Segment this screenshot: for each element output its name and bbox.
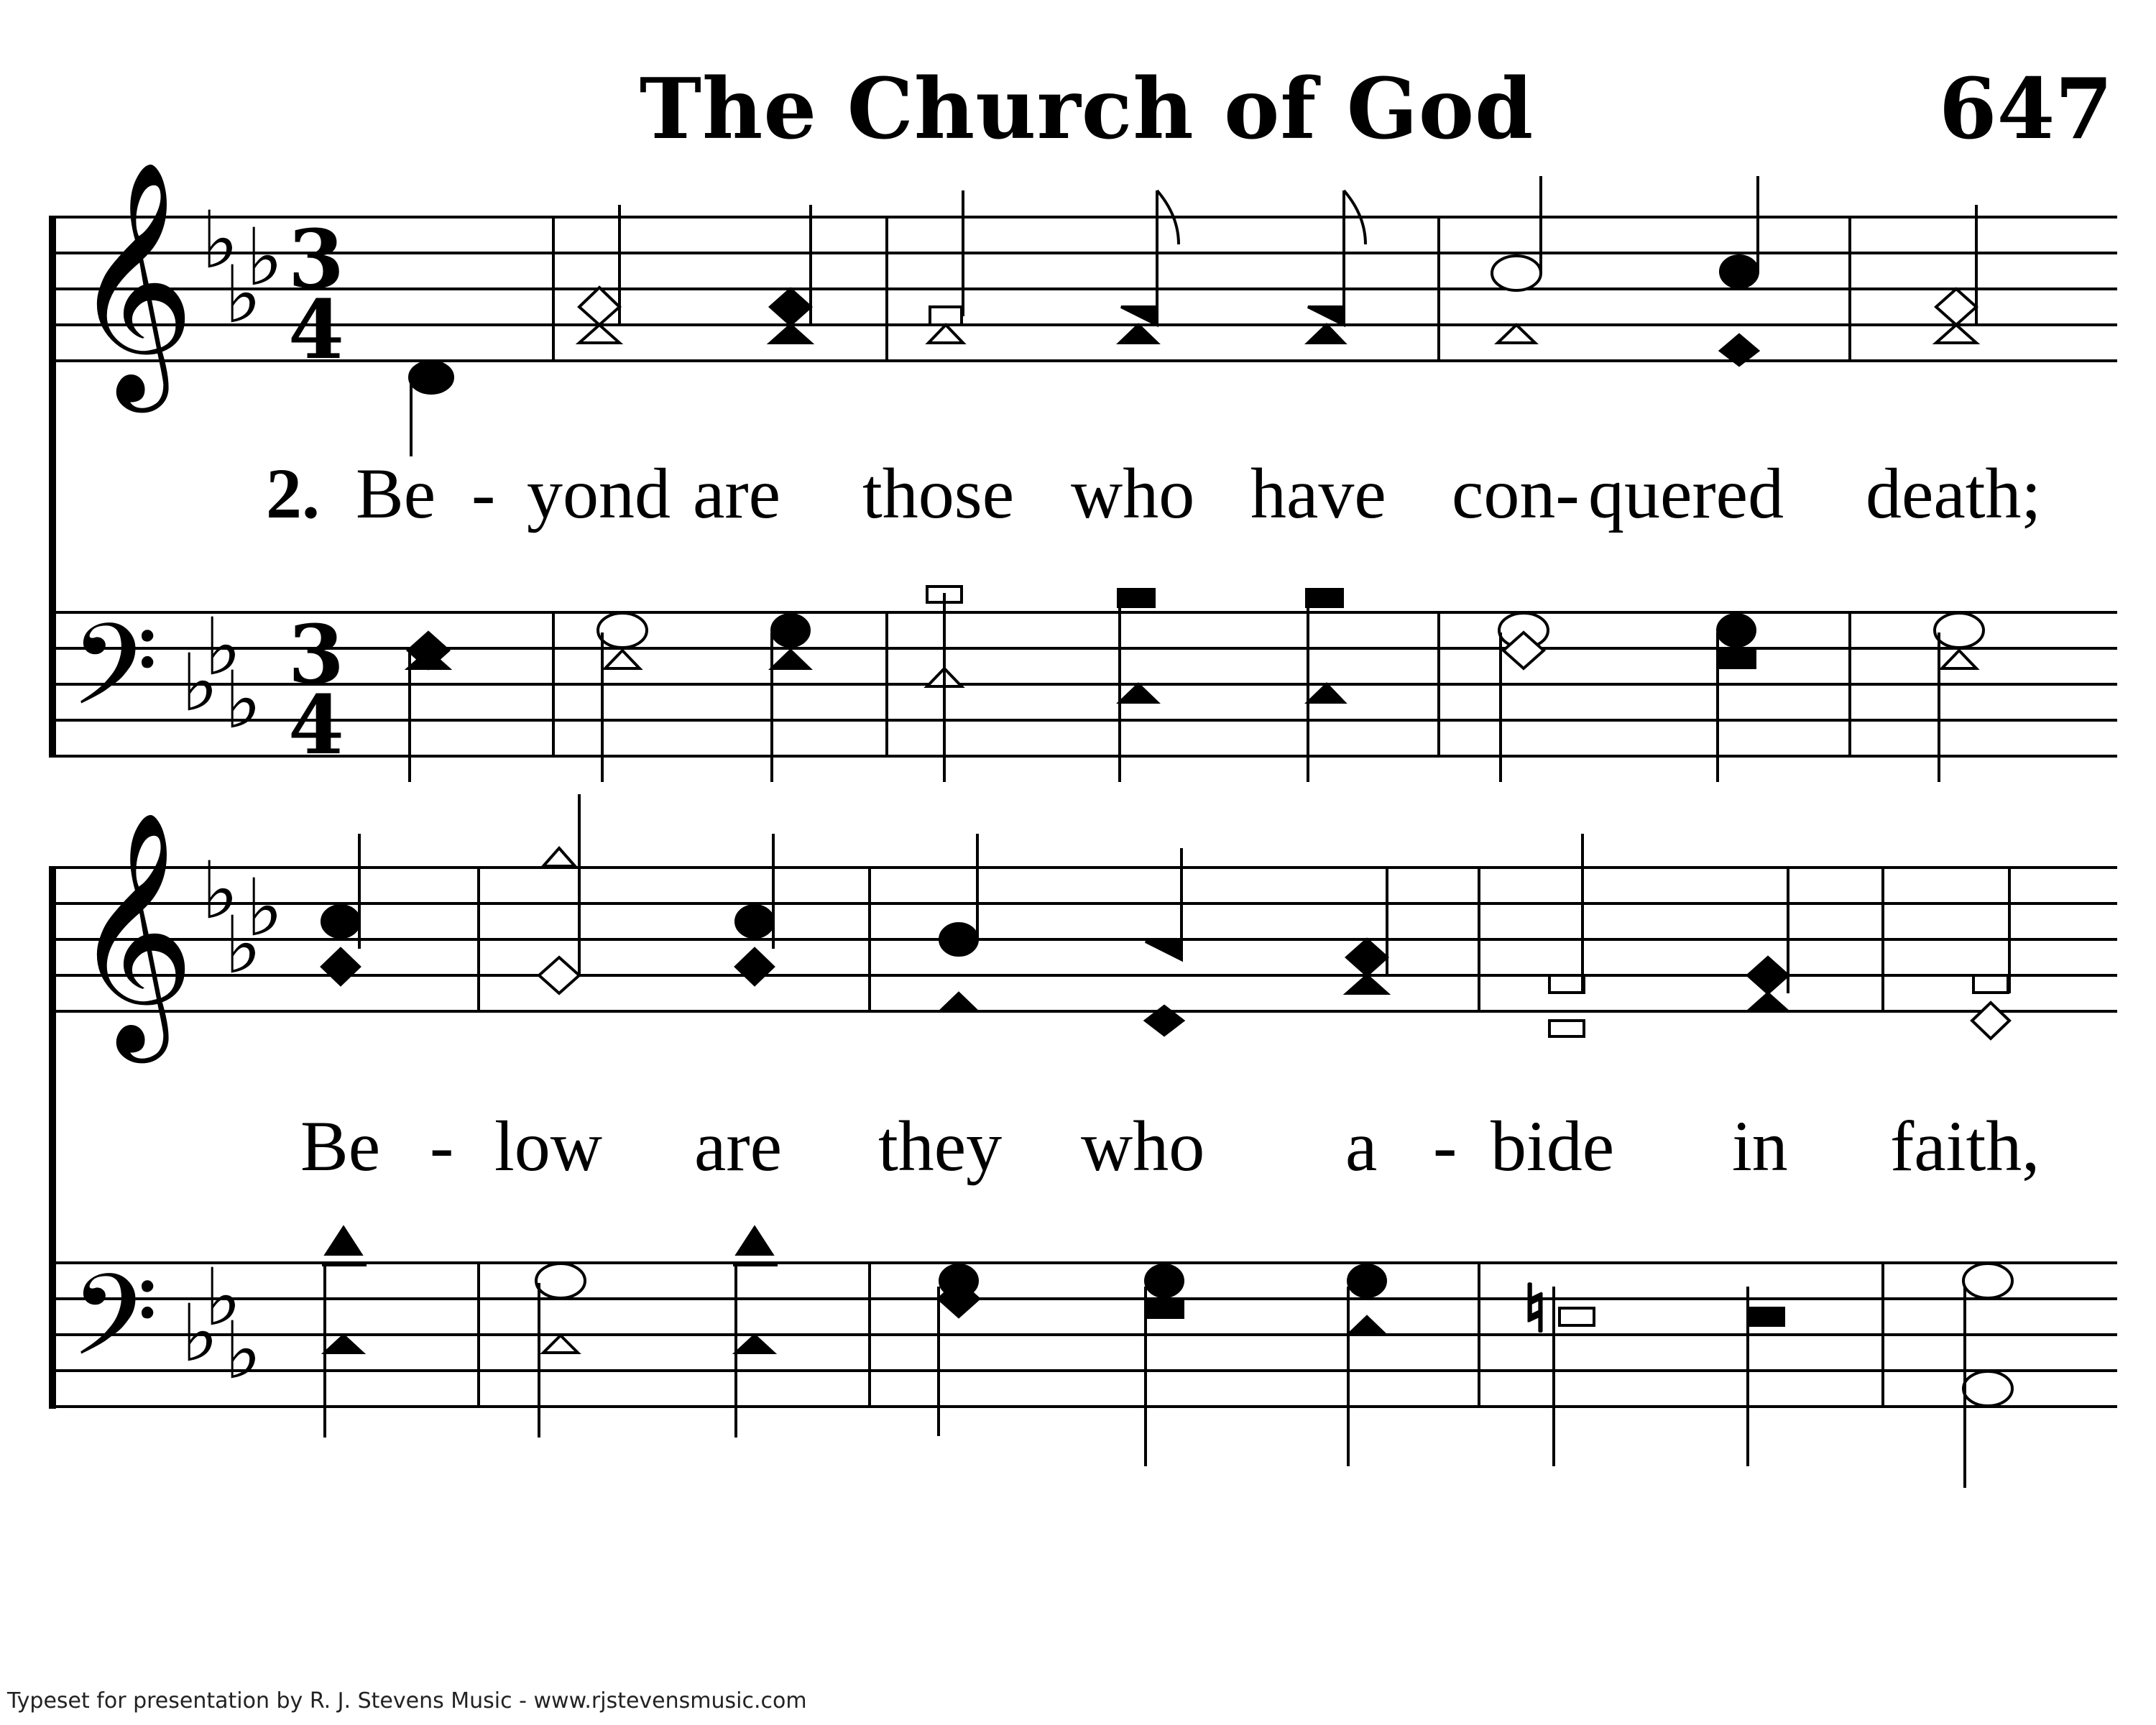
svg-text:♭: ♭: [246, 211, 283, 303]
lyric: Be: [300, 1106, 381, 1186]
bass-clef-icon: 𝄢: [70, 1250, 159, 1409]
lyric: low: [494, 1106, 602, 1186]
lyric: are: [693, 454, 781, 533]
lyric: -: [1433, 1106, 1457, 1186]
svg-text:3: 3: [288, 608, 344, 702]
svg-text:♭: ♭: [181, 637, 218, 729]
lyric: yond: [527, 454, 671, 533]
lyric: death;: [1866, 454, 2042, 533]
svg-text:♭: ♭: [224, 1305, 262, 1397]
system-2-lyrics: [300, 1106, 2040, 1186]
system-2-treble-notes: [322, 794, 2009, 1039]
lyric: -: [430, 1106, 454, 1186]
system-2-bass-notes: [322, 1228, 2012, 1488]
lyric: have: [1250, 454, 1386, 533]
svg-text:♭: ♭: [224, 249, 262, 341]
lyric: Be: [356, 454, 436, 533]
lyric: are: [694, 1106, 783, 1186]
footer-credit: Typeset for presentation by R. J. Stevens Music - www.rjstevensmusic.com: [7, 1688, 807, 1714]
system-1-bass-staff: [49, 612, 2117, 756]
system-2-bass-staff: [49, 1263, 2117, 1407]
svg-text:♭: ♭: [224, 899, 262, 991]
svg-text:♭: ♭: [181, 1287, 218, 1379]
svg-text:4: 4: [288, 283, 344, 377]
svg-text:4: 4: [288, 678, 344, 773]
hymn-title: The Church of God: [639, 60, 1534, 158]
svg-text:♭: ♭: [201, 194, 239, 286]
system-1-barline-left: [49, 216, 56, 756]
lyric: they: [878, 1106, 1003, 1186]
lyric: con-: [1452, 454, 1580, 533]
bass-clef-icon: 𝄢: [70, 599, 159, 758]
verse-number: 2.: [266, 454, 320, 533]
lyric: those: [862, 454, 1015, 533]
lyric: bide: [1491, 1106, 1615, 1186]
lyric: a: [1345, 1106, 1378, 1186]
svg-text:♭: ♭: [246, 862, 283, 954]
lyric: quered: [1588, 454, 1784, 533]
system-2: [49, 794, 2117, 1488]
svg-text:♭: ♭: [224, 654, 262, 746]
system-1-lyrics: [266, 454, 2041, 533]
lyric: faith,: [1890, 1106, 2040, 1186]
svg-text:♭: ♭: [204, 601, 241, 693]
hymn-number: 647: [1938, 60, 2113, 158]
svg-text:3: 3: [288, 213, 344, 307]
svg-text:♭: ♭: [201, 845, 239, 937]
lyric: who: [1071, 454, 1195, 533]
system-1-treble-staff: [49, 217, 2117, 361]
system-1: [49, 160, 2117, 782]
svg-text:♮: ♮: [1524, 1271, 1547, 1347]
svg-text:♭: ♭: [204, 1251, 241, 1343]
lyric: who: [1081, 1106, 1205, 1186]
lyric: in: [1732, 1106, 1788, 1186]
system-2-barline-left: [49, 866, 56, 1409]
treble-clef-icon: 𝄞: [72, 160, 195, 402]
system-2-key-signature: [181, 845, 283, 1397]
treble-clef-icon: 𝄞: [72, 810, 195, 1052]
lyric: -: [471, 454, 496, 533]
